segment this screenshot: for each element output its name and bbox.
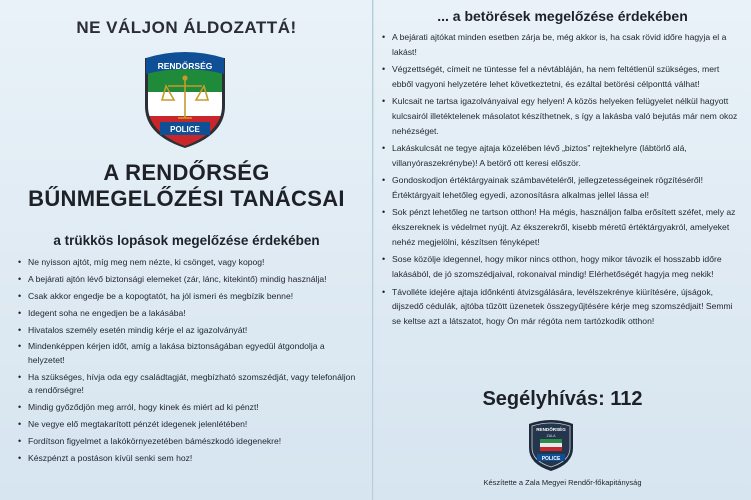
main-title [0, 160, 373, 212]
list-item: • Csak akkor engedje be a kopogtatót, ha jól ismeri és megbízik benne! [18, 290, 358, 304]
credit-line: Készítette a Zala Megyei Rendőr-főkapitányság [483, 478, 642, 487]
emergency-hotline: Segélyhívás: 112 [482, 388, 643, 410]
main-title-line1: A RENDŐRSÉG [103, 160, 270, 185]
police-shield-emblem [140, 48, 230, 148]
list-item: • Készpénzt a postáson kívül senki sem hoz! [18, 452, 358, 466]
left-tips-list [18, 256, 358, 469]
list-item: • Hivatalos személy esetén mindig kérje el az igazolványát! [18, 324, 358, 338]
list-item: • Távolléte idejére ajtaja időnkénti átvizsgálására, levélszekrénye kiürítésére, újságok, dijszedő cédulák, ajtóba tűzött üzenetek összegyűjtésére kérje meg szomszédjait! Semmi se keltse azt a látszatot, hogy Ön már régóta nem tartózkodik otthon! [382, 285, 742, 330]
list-item: • A bejárati ajtón lévő biztonsági elemeket (zár, lánc, kitekintő) mindig használja! [18, 273, 358, 287]
list-item: • Lakáskulcsát ne tegye ajtaja közelében lévő „biztos” rejtekhelyre (lábtörlő alá, villanyóraszekrénybe)! A betörő ott keresi először. [382, 141, 742, 171]
emblem-label: RENDŐRSÉG [157, 61, 213, 71]
emblem-banner: POLICE [170, 125, 200, 134]
list-item: • Ne nyisson ajtót, míg meg nem nézte, ki csönget, vagy kopog! [18, 256, 358, 270]
list-item: • Sok pénzt lehetőleg ne tartson otthon! Ha mégis, használjon falba erősített széfet, mely az ékszereknek is védelmet nyújt. Az ékszerekről, kisebb méretű értéktárgyakról, amelyeket nehéz megjelölni, készítsen fényképet! [382, 205, 742, 250]
list-item: • Kulcsait ne tartsa igazolványaival egy helyen! A közös helyeken felügyelet nélkül hagyott kulcsairól illetéktelenek másolatot készíthetnek, s így a lakásba való bejutás már nem okoz nehézséget. [382, 94, 742, 139]
right-page [374, 0, 751, 500]
list-item: • Fordítson figyelmet a lakókörnyezetében bámészkodó idegenekre! [18, 435, 358, 449]
list-item: • Ne vegye elő megtakarított pénzét idegenek jelenlétében! [18, 418, 358, 432]
left-subtitle: a trükkös lopások megelőzése érdekében [53, 233, 320, 248]
list-item: • Sose közölje idegennel, hogy mikor nincs otthon, hogy mikor távozik el hosszabb időre lakásából, de jó szomszédjaival, rokonaival mindig! Elérhetőségét hagyja meg nekik! [382, 252, 742, 282]
list-item: • Idegent soha ne engedjen be a lakásába! [18, 307, 358, 321]
right-title: ... a betörések megelőzése érdekében [437, 8, 688, 24]
badge-label: RENDŐRSÉG [536, 427, 566, 432]
left-headline: NE VÁLJON ÁLDOZATTÁ! [76, 18, 297, 37]
list-item: • Gondoskodjon értéktárgyainak számbavételéről, jellegzetességeinek rögzítéséről! Értéktárgyait lehetőleg egyedi, azonosításra alkalmas jellel lássa el! [382, 173, 742, 203]
badge-sublabel: ZALA [546, 434, 556, 438]
list-item: • Végzettségét, címeit ne tüntesse fel a névtábláján, ha nem feltétlenül szükséges, mert ebből vagyoni helyzetére lehet következtetni, és ezáltal betörési célponttá válhat! [382, 62, 742, 92]
badge-banner: POLICE [541, 455, 561, 462]
left-page [0, 0, 373, 500]
list-item: • Ha szükséges, hívja oda egy családtagját, megbízható szomszédját, vagy telefonáljon a rendőrségre! [18, 371, 358, 398]
main-title-line2: BŰNMEGELŐZÉSI TANÁCSAI [28, 186, 345, 211]
list-item: • Mindenképpen kérjen időt, amíg a lakása biztonságában egyedül átgondolja a helyzetet! [18, 340, 358, 367]
police-badge-icon [526, 418, 576, 472]
list-item: • A bejárati ajtókat minden esetben zárja be, még akkor is, ha csak rövid időre hagyja el a lakást! [382, 30, 742, 60]
right-tips-list [382, 30, 742, 332]
list-item: • Mindig győződjön meg arról, hogy kinek és miért ad ki pénzt! [18, 401, 358, 415]
